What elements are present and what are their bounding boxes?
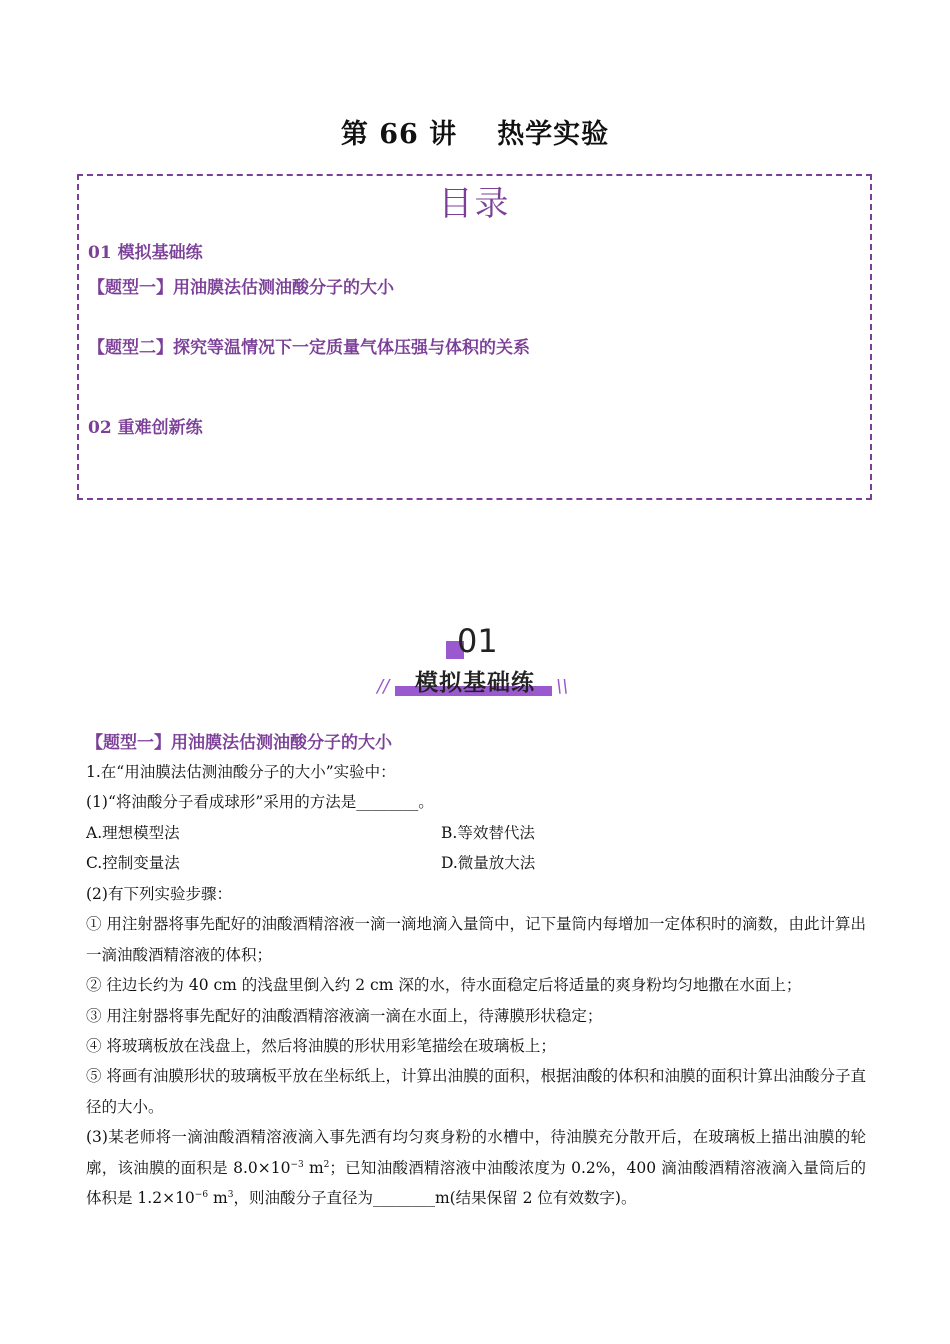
table-of-contents xyxy=(77,174,872,500)
q3-exponent-4: 3 xyxy=(227,1190,234,1200)
q3-text-5: ，则油酸分子直径为________m(结果保留 2 位有效数字)。 xyxy=(233,1189,637,1207)
step-4: ④ 将玻璃板放在浅盘上，然后将油膜的形状用彩笔描绘在玻璃板上； xyxy=(86,1037,556,1055)
q3-exponent-1: −3 xyxy=(290,1159,304,1170)
question-2: (2)有下列实验步骤： xyxy=(86,885,232,903)
q3-text-3: ；已知油酸酒精溶液中油酸浓度为 0.2%，400 滴油酸酒精溶液滴入量筒后的体积是 1.2×10 xyxy=(86,1158,867,1207)
question-type-heading: 【题型一】用油膜法估测油酸分子的大小 xyxy=(86,733,392,753)
question-3 xyxy=(86,1122,866,1214)
toc-item-basic-practice[interactable]: 01 模拟基础练 xyxy=(88,243,203,263)
section-label: 模拟基础练 xyxy=(415,670,535,696)
toc-heading: 目录 xyxy=(438,184,511,224)
step-3: ③ 用注射器将事先配好的油酸酒精溶液滴一滴在水面上，待薄膜形状稳定； xyxy=(86,1007,603,1025)
lecture-topic: 热学实验 xyxy=(497,119,610,150)
option-b: B.等效替代法 xyxy=(441,824,535,842)
lecture-number: 第 66 讲 xyxy=(340,119,458,150)
toc-item-type-one[interactable]: 【题型一】用油膜法估测油酸分子的大小 xyxy=(88,278,394,298)
left-slash-decoration: // xyxy=(377,676,390,697)
question-1: (1)“将油酸分子看成球形”采用的方法是________。 xyxy=(86,793,434,811)
q3-text-4: m xyxy=(208,1189,228,1207)
q3-text-1: (3)某老师将一滴油酸酒精溶液滴入事先洒有均匀爽身粉的水槽中，待油膜充分散开后，在玻璃板上描出油膜的轮廓，该油膜的面积是 8.0×10 xyxy=(86,1128,866,1177)
step-1: ① 用注射器将事先配好的油酸酒精溶液一滴一滴地滴入量筒中，记下量筒内每增加一定体积时的滴数，由此计算出一滴油酸酒精溶液的体积； xyxy=(86,915,866,964)
q3-exponent-2: 2 xyxy=(323,1159,330,1170)
section-badge xyxy=(375,620,575,702)
step-2: ② 往边长约为 40 cm 的浅盘里倒入约 2 cm 深的水，待水面稳定后将适量的爽身粉均匀地撒在水面上； xyxy=(86,976,802,994)
toc-item-type-two[interactable]: 【题型二】探究等温情况下一定质量气体压强与体积的关系 xyxy=(88,338,530,358)
right-slash-decoration: \\ xyxy=(556,676,569,697)
option-a: A.理想模型法 xyxy=(86,824,180,842)
step-5: ⑤ 将画有油膜形状的玻璃板平放在坐标纸上，计算出油膜的面积，根据油酸的体积和油膜的面积计算出油酸分子直径的大小。 xyxy=(86,1067,866,1116)
problem-stem: 1.在“用油膜法估测油酸分子的大小”实验中： xyxy=(86,763,396,781)
toc-item-advanced-practice[interactable]: 02 重难创新练 xyxy=(88,418,203,438)
q3-exponent-3: −6 xyxy=(194,1190,209,1200)
page-title xyxy=(0,112,950,151)
option-d: D.微量放大法 xyxy=(441,854,536,872)
q3-text-2: m xyxy=(303,1158,324,1177)
section-number: 01 xyxy=(457,622,498,660)
option-c: C.控制变量法 xyxy=(86,854,180,872)
